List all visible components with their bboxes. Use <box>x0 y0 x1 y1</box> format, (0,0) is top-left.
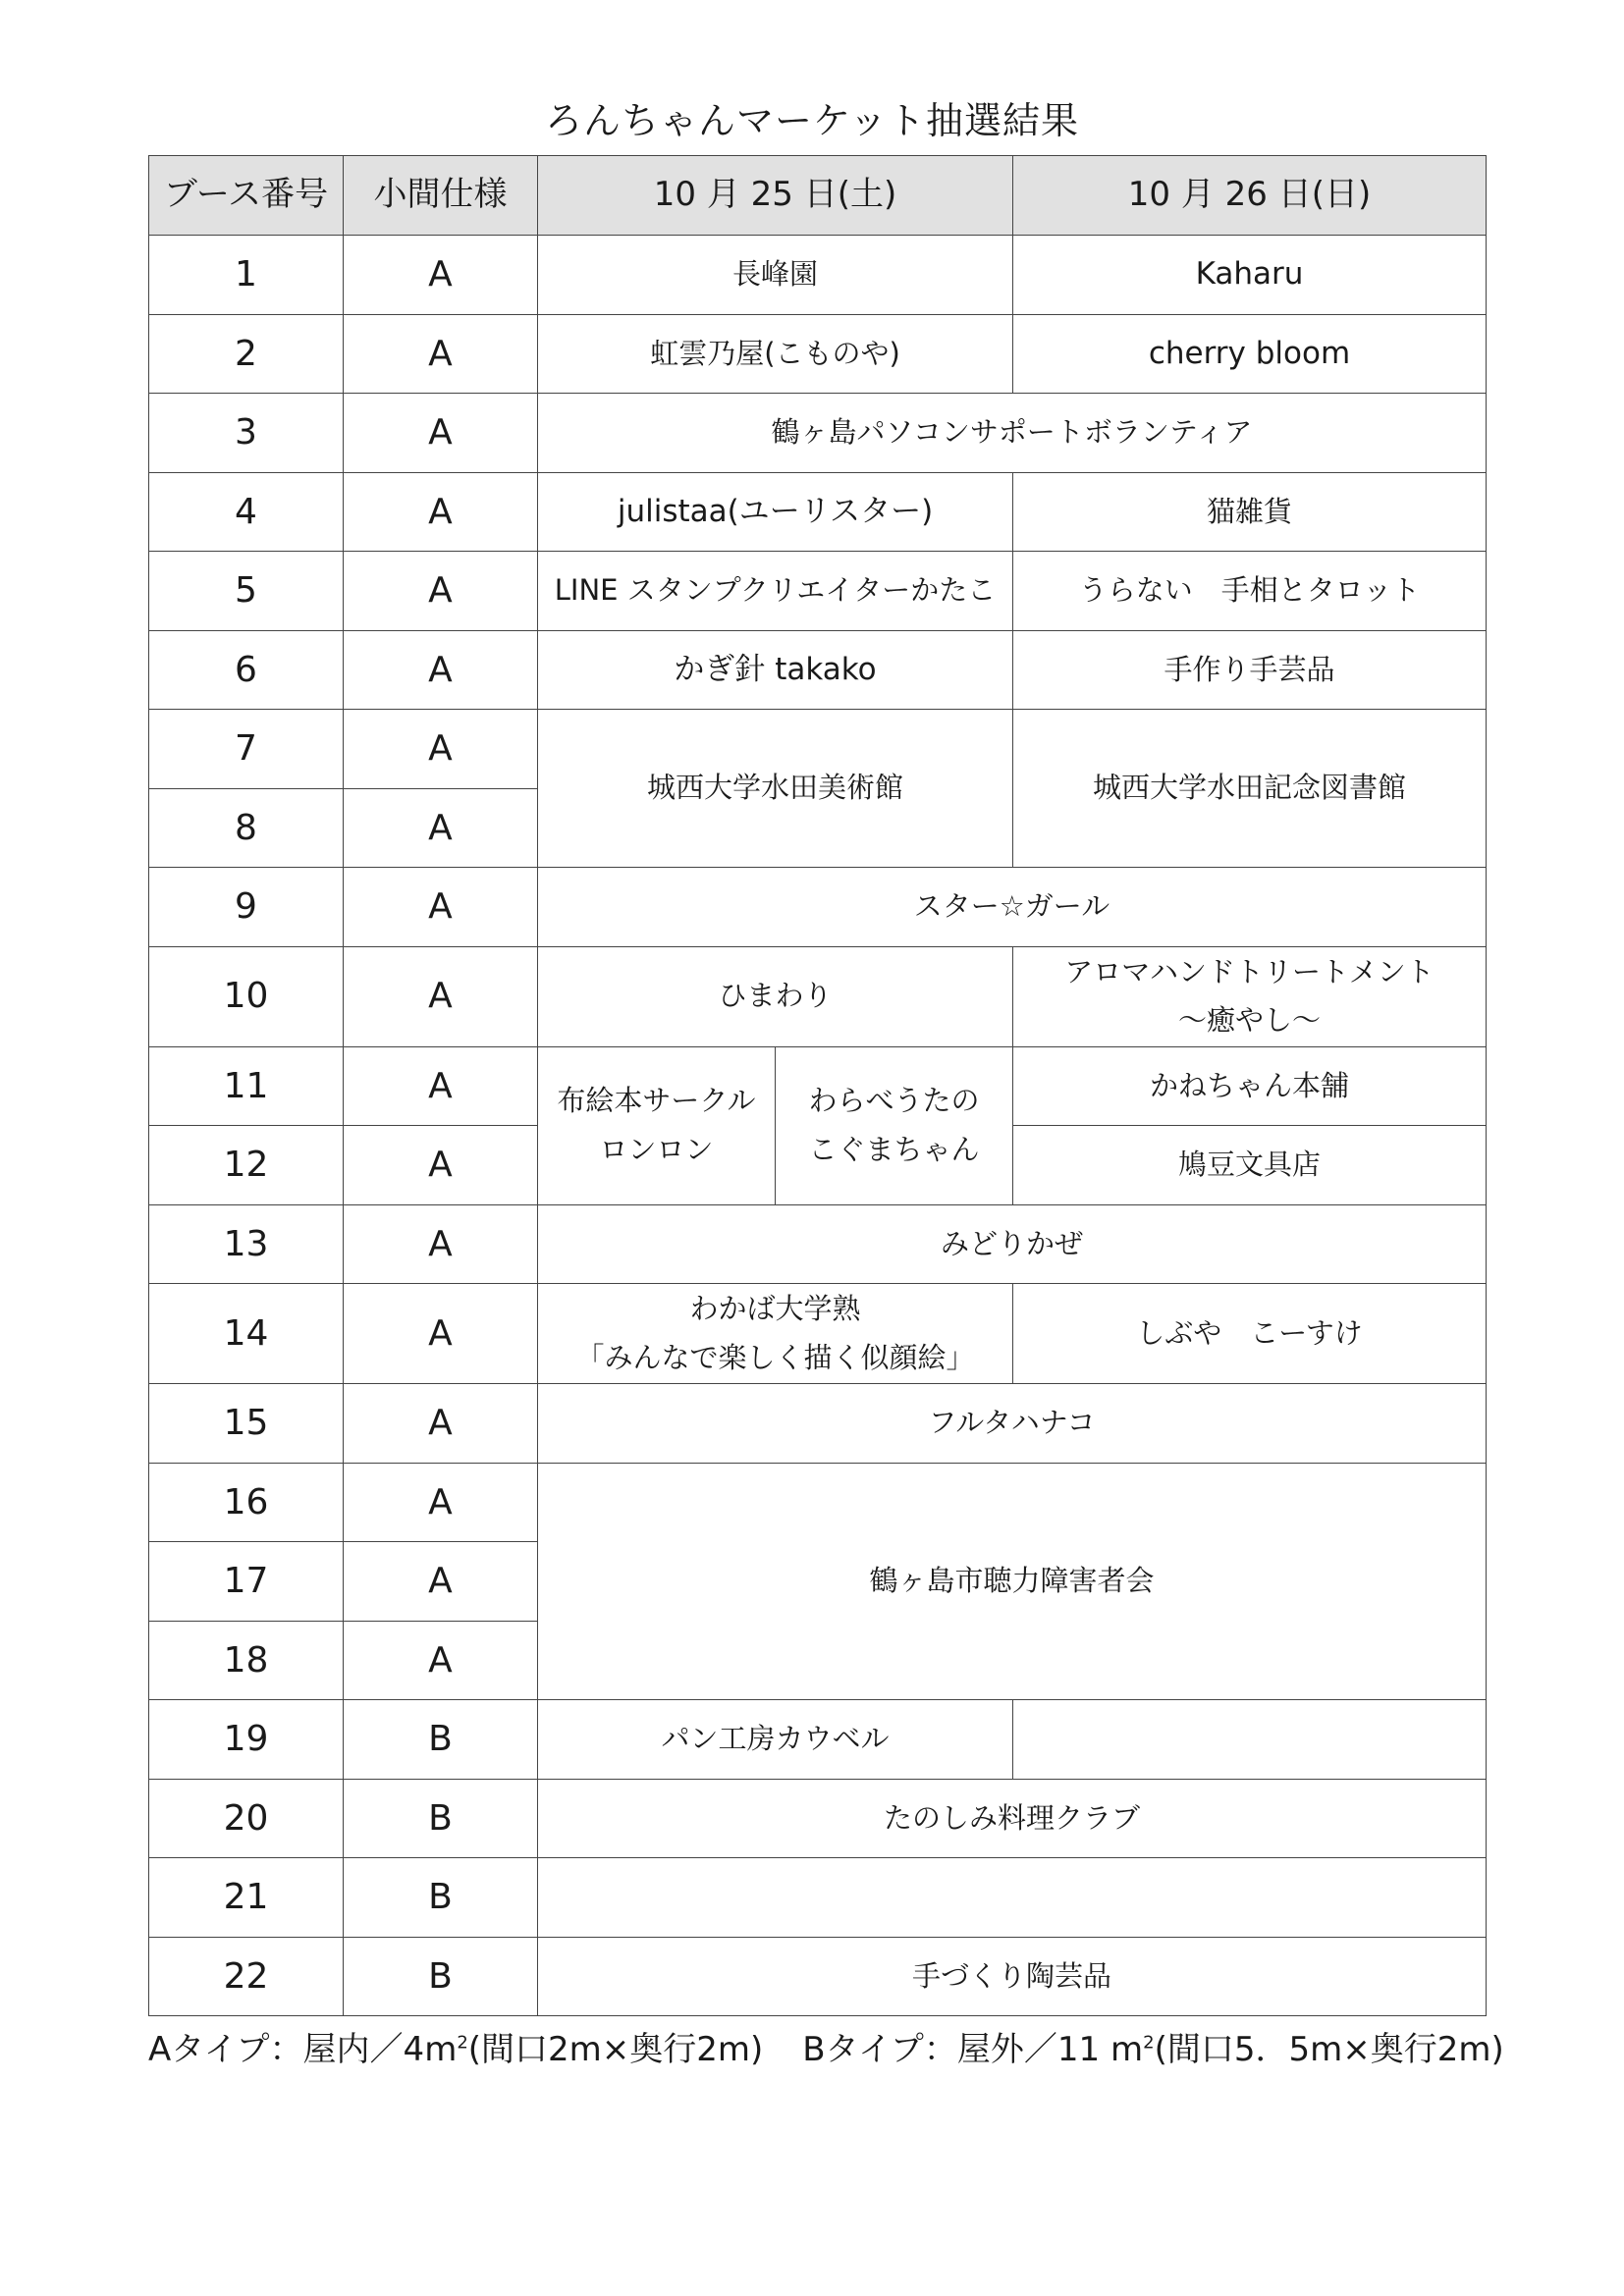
day1-exhibitor-b <box>776 1046 1013 1204</box>
booth-number: 11 <box>149 1046 344 1126</box>
header-booth-number: ブース番号 <box>149 156 344 236</box>
booth-number: 6 <box>149 630 344 710</box>
both-days-exhibitor: たのしみ料理クラブ <box>538 1779 1487 1858</box>
space-spec: A <box>344 868 538 947</box>
table-row <box>149 1779 1487 1858</box>
day1-exhibitor: パン工房カウベル <box>538 1700 1013 1780</box>
booth-number: 13 <box>149 1204 344 1284</box>
space-spec: A <box>344 1204 538 1284</box>
both-days-exhibitor: スター☆ガール <box>538 868 1487 947</box>
day2-exhibitor: 手作り手芸品 <box>1013 630 1487 710</box>
table-row <box>149 314 1487 394</box>
space-spec: A <box>344 1463 538 1542</box>
table-row <box>149 1858 1487 1938</box>
booth-number: 7 <box>149 710 344 789</box>
day2-exhibitor: 鳩豆文具店 <box>1013 1126 1487 1205</box>
table-row <box>149 1384 1487 1464</box>
both-days-exhibitor: 手づくり陶芸品 <box>538 1937 1487 2016</box>
space-spec: B <box>344 1700 538 1780</box>
space-type-footnote <box>148 2022 1504 2070</box>
space-spec: A <box>344 1384 538 1464</box>
space-spec: A <box>344 1046 538 1126</box>
day2-exhibitor: しぶや こーすけ <box>1013 1284 1487 1384</box>
space-spec: A <box>344 788 538 868</box>
space-spec: A <box>344 630 538 710</box>
both-days-exhibitor: 鶴ヶ島パソコンサポートボランティア <box>538 394 1487 473</box>
day1-exhibitor-a-line1: 布絵本サークル <box>557 1084 756 1118</box>
day2-exhibitor <box>1013 946 1487 1046</box>
space-spec: A <box>344 1542 538 1622</box>
booth-number: 16 <box>149 1463 344 1542</box>
day1-exhibitor: 長峰園 <box>538 236 1013 315</box>
space-spec: A <box>344 1126 538 1205</box>
both-days-exhibitor: 鶴ヶ島市聴力障害者会 <box>538 1463 1487 1700</box>
space-spec: A <box>344 394 538 473</box>
header-space-spec: 小間仕様 <box>344 156 538 236</box>
day2-exhibitor: かねちゃん本舗 <box>1013 1046 1487 1126</box>
day1-exhibitor-line2: 「みんなで楽しく描く似顔絵」 <box>575 1340 975 1374</box>
day1-exhibitor: 虹雲乃屋(こものや) <box>538 314 1013 394</box>
day2-exhibitor-line2: ～癒やし～ <box>1178 1003 1322 1037</box>
day1-exhibitor: LINE スタンプクリエイターかたこ <box>538 552 1013 631</box>
table-row <box>149 1284 1487 1384</box>
lottery-results-table <box>148 155 1487 2016</box>
table-row <box>149 1937 1487 2016</box>
table-row <box>149 236 1487 315</box>
table-row <box>149 1463 1487 1542</box>
day1-exhibitor: ひまわり <box>538 946 1013 1046</box>
space-spec: A <box>344 552 538 631</box>
day2-exhibitor: Kaharu <box>1013 236 1487 315</box>
day2-exhibitor: うらない 手相とタロット <box>1013 552 1487 631</box>
table-row <box>149 868 1487 947</box>
page-title: ろんちゃんマーケット抽選結果 <box>544 99 1080 142</box>
space-spec: A <box>344 946 538 1046</box>
booth-number: 20 <box>149 1779 344 1858</box>
space-spec: A <box>344 314 538 394</box>
table-row <box>149 552 1487 631</box>
a-type-text: Aタイプ：屋内／4m <box>148 2030 458 2069</box>
space-spec: A <box>344 1621 538 1700</box>
space-spec: A <box>344 236 538 315</box>
booth-number: 2 <box>149 314 344 394</box>
day1-exhibitor: 城西大学水田美術館 <box>538 710 1013 868</box>
day1-exhibitor-a <box>538 1046 776 1204</box>
table-row <box>149 946 1487 1046</box>
day1-exhibitor-b-line1: わらべうたの <box>808 1084 980 1118</box>
table-row <box>149 1046 1487 1126</box>
b-type-superscript: 2 <box>1143 2032 1155 2054</box>
b-type-text: Bタイプ：屋外／11 m <box>802 2030 1144 2069</box>
day1-exhibitor: julistaa(ユーリスター) <box>538 472 1013 552</box>
space-spec: A <box>344 472 538 552</box>
header-day2: 10 月 26 日(日) <box>1013 156 1487 236</box>
booth-number: 18 <box>149 1621 344 1700</box>
booth-number: 8 <box>149 788 344 868</box>
header-row <box>149 156 1487 236</box>
day1-exhibitor-line1: わかば大学熟 <box>689 1292 861 1326</box>
space-spec: B <box>344 1858 538 1938</box>
booth-number: 9 <box>149 868 344 947</box>
day2-exhibitor <box>1013 1700 1487 1780</box>
space-spec: B <box>344 1779 538 1858</box>
day1-exhibitor <box>538 1284 1013 1384</box>
booth-number: 1 <box>149 236 344 315</box>
day1-exhibitor-b-line2: こぐまちゃん <box>808 1132 980 1166</box>
table-row <box>149 630 1487 710</box>
booth-number: 4 <box>149 472 344 552</box>
booth-number: 12 <box>149 1126 344 1205</box>
day2-exhibitor: 猫雑貨 <box>1013 472 1487 552</box>
table-row <box>149 1204 1487 1284</box>
booth-number: 17 <box>149 1542 344 1622</box>
space-spec: B <box>344 1937 538 2016</box>
booth-number: 21 <box>149 1858 344 1938</box>
booth-number: 14 <box>149 1284 344 1384</box>
table-row <box>149 710 1487 789</box>
day2-exhibitor: 城西大学水田記念図書館 <box>1013 710 1487 868</box>
day2-exhibitor: cherry bloom <box>1013 314 1487 394</box>
booth-number: 15 <box>149 1384 344 1464</box>
booth-number: 5 <box>149 552 344 631</box>
booth-number: 19 <box>149 1700 344 1780</box>
space-spec: A <box>344 1284 538 1384</box>
booth-number: 22 <box>149 1937 344 2016</box>
a-type-dimensions: (間口2m×奥行2m) <box>467 2030 764 2069</box>
a-type-superscript: 2 <box>457 2032 468 2054</box>
table-row <box>149 472 1487 552</box>
b-type-dimensions: (間口5．5m×奥行2m) <box>1154 2030 1504 2069</box>
both-days-exhibitor <box>538 1858 1487 1938</box>
booth-number: 3 <box>149 394 344 473</box>
table-row <box>149 1700 1487 1780</box>
space-spec: A <box>344 710 538 789</box>
header-day1: 10 月 25 日(土) <box>538 156 1013 236</box>
day1-exhibitor-a-line2: ロンロン <box>599 1132 714 1166</box>
table-row <box>149 394 1487 473</box>
both-days-exhibitor: フルタハナコ <box>538 1384 1487 1464</box>
day1-exhibitor: かぎ針 takako <box>538 630 1013 710</box>
booth-number: 10 <box>149 946 344 1046</box>
both-days-exhibitor: みどりかぜ <box>538 1204 1487 1284</box>
day2-exhibitor-line1: アロマハンドトリートメント <box>1064 954 1435 988</box>
